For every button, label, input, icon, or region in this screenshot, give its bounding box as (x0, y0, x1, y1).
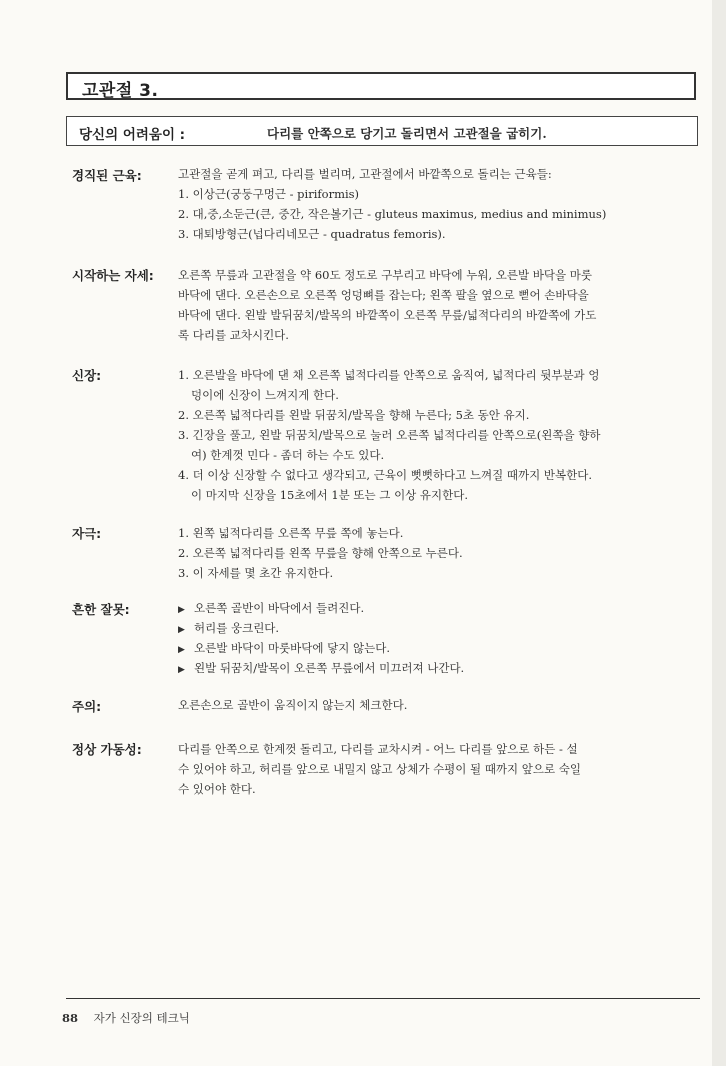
mistake-item (178, 658, 694, 678)
mistake-text: 허리를 웅크린다. (194, 621, 280, 635)
muscles-label: 경직된 근육: (72, 168, 142, 183)
page-edge-shadow (712, 0, 726, 1066)
mistakes-body (178, 598, 694, 678)
caution-label: 주의: (72, 699, 102, 714)
muscles-body (178, 164, 694, 244)
bullet-triangle-icon: ▶ (178, 605, 185, 615)
muscle-item: 1. 이상근(궁둥구멍근 - piriformis) (178, 187, 360, 201)
footer-text: 자가 신장의 테크닉 (93, 1011, 190, 1025)
caution-text: 오른손으로 골반이 움직이지 않는지 체크한다. (178, 698, 408, 712)
stretch-line: 1. 오른발을 바닥에 댄 채 오른쪽 넓적다리를 안쪽으로 움직여, 넓적다리 뒷부분과 엉 (178, 368, 600, 382)
mistake-text: 오른발 바닥이 마룻바닥에 닿지 않는다. (194, 641, 391, 655)
rom-line: 수 있어야 한다. (178, 782, 256, 796)
bullet-triangle-icon: ▶ (178, 645, 185, 655)
stretch-body (178, 365, 694, 505)
page-number: 88 (62, 1011, 79, 1025)
stretch-line: 2. 오른쪽 넓적다리를 왼발 뒤꿈치/발목을 향해 누른다; 5초 동안 유지. (178, 408, 530, 422)
stretch-line: 이 마지막 신장을 15초에서 1분 또는 그 이상 유지한다. (191, 488, 469, 502)
difficulty-label: 당신의 어려움이 : (79, 127, 186, 143)
start-line: 바닥에 댄다. 오른손으로 오른쪽 엉덩뼈를 잡는다; 왼쪽 팔을 옆으로 뻗어 손바닥을 (178, 288, 589, 302)
start-position-label: 시작하는 자세: (72, 268, 154, 283)
title-box (66, 72, 696, 100)
mistake-text: 오른쪽 골반이 바닥에서 들려진다. (194, 601, 365, 615)
page-footer (62, 1010, 190, 1026)
mistake-item (178, 618, 694, 638)
page-title: 고관절 3. (82, 81, 159, 101)
stimulus-label: 자극: (72, 526, 102, 541)
caution-body (178, 695, 694, 715)
stimulus-line: 2. 오른쪽 넓적다리를 왼쪽 무릎을 향해 안쪽으로 누른다. (178, 546, 463, 560)
muscle-item: 2. 대,중,소둔근(큰, 중간, 작은볼기근 - gluteus maximus, medius and minimus) (178, 207, 607, 221)
stretch-label: 신장: (72, 368, 102, 383)
range-of-motion-label: 정상 가동성: (72, 742, 142, 757)
stimulus-line: 1. 왼쪽 넓적다리를 오른쪽 무릎 쪽에 놓는다. (178, 526, 404, 540)
start-line: 록 다리를 교차시킨다. (178, 328, 289, 342)
start-line: 바닥에 댄다. 왼발 발뒤꿈치/발목의 바깥쪽이 오른쪽 무릎/넓적다리의 바깥쪽에 가도 (178, 308, 597, 322)
stretch-line: 여) 한계껏 민다 - 좀더 하는 수도 있다. (191, 448, 385, 462)
stimulus-body (178, 523, 694, 583)
mistake-item (178, 638, 694, 658)
muscle-item: 3. 대퇴방형근(넙다리네모근 - quadratus femoris). (178, 227, 446, 241)
difficulty-box (66, 116, 698, 146)
mistake-text: 왼발 뒤꿈치/발목이 오른쪽 무릎에서 미끄러져 나간다. (194, 661, 465, 675)
stimulus-line: 3. 이 자세를 몇 초간 유지한다. (178, 566, 334, 580)
bullet-triangle-icon: ▶ (178, 625, 185, 635)
footer-rule (66, 998, 700, 999)
muscles-intro: 고관절을 곧게 펴고, 다리를 벌리며, 고관절에서 바깥쪽으로 돌리는 근육들: (178, 167, 552, 181)
start-position-body (178, 265, 694, 345)
bullet-triangle-icon: ▶ (178, 665, 185, 675)
mistakes-label: 흔한 잘못: (72, 602, 130, 617)
mistake-item (178, 598, 694, 618)
stretch-line: 3. 긴장을 풀고, 왼발 뒤꿈치/발목으로 눌러 오른쪽 넓적다리를 안쪽으로(왼쪽을 향하 (178, 428, 601, 442)
stretch-line: 4. 더 이상 신장할 수 없다고 생각되고, 근육이 뻣뻣하다고 느껴질 때까지 반복한다. (178, 468, 592, 482)
stretch-line: 덩이에 신장이 느껴지게 한다. (191, 388, 339, 402)
rom-line: 다리를 안쪽으로 한계껏 돌리고, 다리를 교차시켜 - 어느 다리를 앞으로 하든 - 설 (178, 742, 578, 756)
difficulty-text: 다리를 안쪽으로 당기고 돌리면서 고관절을 굽히기. (267, 126, 547, 141)
range-of-motion-body (178, 739, 694, 799)
start-line: 오른쪽 무릎과 고관절을 약 60도 정도로 구부리고 바닥에 누워, 오른발 바닥을 마룻 (178, 268, 592, 282)
rom-line: 수 있어야 하고, 허리를 앞으로 내밀지 않고 상체가 수평이 될 때까지 앞으로 숙일 (178, 762, 582, 776)
